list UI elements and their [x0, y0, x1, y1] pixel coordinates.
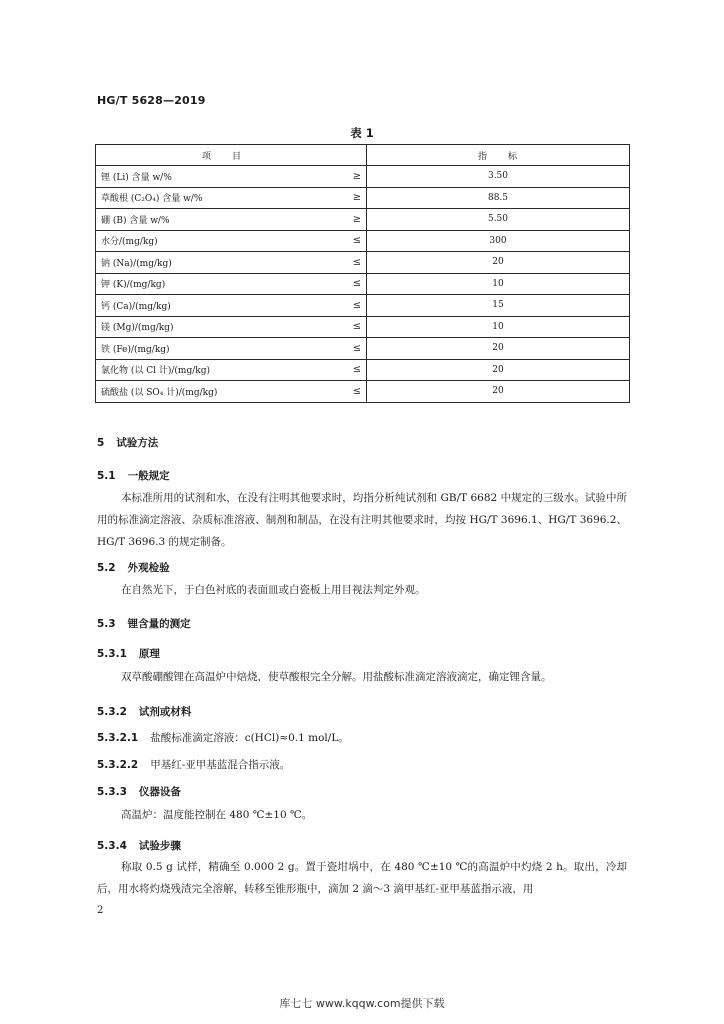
section-5-3-2-2	[97, 757, 290, 772]
section-title: 一般规定	[127, 470, 170, 482]
row-value: 20	[367, 359, 630, 381]
row-value: 300	[367, 230, 630, 252]
spec-table	[95, 144, 630, 403]
row-symbol: ≤	[348, 359, 367, 381]
section-title: 试验方法	[116, 437, 159, 449]
table-row	[96, 187, 630, 209]
table-title: 表 1	[350, 126, 374, 140]
row-item: 钠 (Na)/(mg/kg)	[96, 252, 349, 274]
row-item: 钾 (K)/(mg/kg)	[96, 273, 349, 295]
section-number: 5.3.1	[97, 648, 127, 660]
standard-code: HG/T 5628—2019	[97, 94, 206, 107]
row-item: 草酸根 (C₂O₄) 含量 w/%	[96, 187, 349, 209]
row-value: 20	[367, 338, 630, 360]
table-body	[96, 166, 630, 403]
row-value: 15	[367, 295, 630, 317]
row-item: 镁 (Mg)/(mg/kg)	[96, 316, 349, 338]
clause-number: 5.3.2.1	[97, 732, 139, 744]
row-symbol: ≤	[348, 230, 367, 252]
row-value: 20	[367, 252, 630, 274]
row-value: 5.50	[367, 209, 630, 231]
table-row	[96, 230, 630, 252]
table-row	[96, 359, 630, 381]
section-title: 外观检验	[127, 562, 170, 574]
row-symbol: ≥	[348, 187, 367, 209]
header-symbol-spacer	[348, 145, 367, 166]
download-watermark: 库七七 www.kqqw.com提供下载	[279, 997, 445, 1010]
section-number: 5.1	[97, 470, 116, 482]
header-value: 指 标	[367, 145, 630, 166]
section-title: 仪器设备	[138, 786, 181, 798]
section-number: 5.3.2	[97, 706, 127, 718]
section-number: 5	[97, 437, 105, 449]
row-value: 88.5	[367, 187, 630, 209]
section-5-3-4-text: 称取 0.5 g 试样，精确至 0.000 2 g。置于瓷坩埚中，在 480 ℃±10 ℃的高温炉中灼烧 2 h。取出，冷却后，用水将灼烧残渣完全溶解，转移至锥形瓶中，滴加 2 滴～3 滴甲基红-亚甲基蓝指示液，用	[97, 861, 627, 895]
table-row	[96, 273, 630, 295]
clause-text: 盐酸标准滴定溶液：c(HCl)≈0.1 mol/L。	[150, 732, 349, 744]
table-row	[96, 338, 630, 360]
section-5-2-heading	[97, 560, 170, 575]
table-row	[96, 166, 630, 188]
table-row	[96, 209, 630, 231]
section-5-3-3-text: 高温炉：温度能控制在 480 ℃±10 ℃。	[121, 809, 313, 821]
section-title: 锂含量的测定	[127, 618, 191, 630]
clause-number: 5.3.2.2	[97, 759, 139, 771]
row-item: 钙 (Ca)/(mg/kg)	[96, 295, 349, 317]
section-5-2-text: 在自然光下，于白色衬底的表面皿或白瓷板上用目视法判定外观。	[121, 584, 426, 596]
section-title: 试剂或材料	[138, 706, 192, 718]
row-symbol: ≥	[348, 209, 367, 231]
section-5-3-3-heading	[97, 784, 181, 799]
section-5-3-heading	[97, 616, 191, 631]
table-header-row	[96, 145, 630, 166]
row-symbol: ≥	[348, 166, 367, 188]
row-symbol: ≤	[348, 338, 367, 360]
section-title: 原理	[138, 648, 160, 660]
row-value: 10	[367, 316, 630, 338]
section-number: 5.3	[97, 618, 116, 630]
section-5-3-2-heading	[97, 704, 191, 719]
section-number: 5.3.3	[97, 786, 127, 798]
row-item: 铁 (Fe)/(mg/kg)	[96, 338, 349, 360]
table-row	[96, 295, 630, 317]
section-5-3-1-heading	[97, 646, 160, 661]
section-5-3-4-heading	[97, 838, 181, 853]
row-symbol: ≤	[348, 381, 367, 403]
page-number: 2	[97, 905, 104, 916]
row-item: 水分/(mg/kg)	[96, 230, 349, 252]
table-row	[96, 252, 630, 274]
section-5-1-text: 本标准所用的试剂和水，在没有注明其他要求时，均指分析纯试剂和 GB/T 6682 中规定的三级水。试验中所用的标准滴定溶液、杂质标准溶液、制剂和制品，在没有注明其他要求时，均按 HG/T 3696.1、HG/T 3696.2、HG/T 3696.3 的规定制备。	[97, 492, 627, 548]
section-5-3-1-text: 双草酸硼酸锂在高温炉中焙烧，使草酸根完全分解。用盐酸标准滴定溶液滴定，确定锂含量。	[121, 671, 552, 683]
clause-text: 甲基红-亚甲基蓝混合指示液。	[150, 759, 291, 771]
section-5-heading	[97, 435, 158, 450]
section-number: 5.3.4	[97, 840, 127, 852]
row-item: 硼 (B) 含量 w/%	[96, 209, 349, 231]
section-title: 试验步骤	[138, 840, 181, 852]
table-row	[96, 381, 630, 403]
section-number: 5.2	[97, 562, 116, 574]
row-symbol: ≤	[348, 273, 367, 295]
row-item: 氯化物 (以 Cl 计)/(mg/kg)	[96, 359, 349, 381]
row-item: 锂 (Li) 含量 w/%	[96, 166, 349, 188]
header-item: 项 目	[96, 145, 349, 166]
section-5-3-2-1	[97, 730, 349, 745]
table-row	[96, 316, 630, 338]
row-symbol: ≤	[348, 295, 367, 317]
row-symbol: ≤	[348, 316, 367, 338]
row-item: 硫酸盐 (以 SO₄ 计)/(mg/kg)	[96, 381, 349, 403]
row-value: 10	[367, 273, 630, 295]
row-symbol: ≤	[348, 252, 367, 274]
section-5-1-heading	[97, 468, 170, 483]
row-value: 20	[367, 381, 630, 403]
row-value: 3.50	[367, 166, 630, 188]
